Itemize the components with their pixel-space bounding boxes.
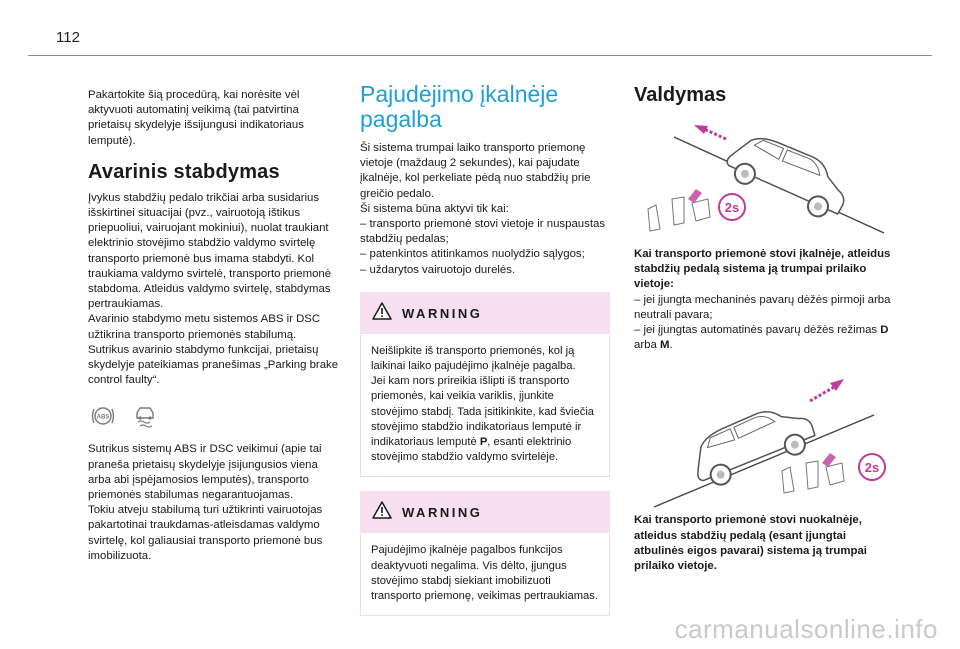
warning-box-2-body (360, 534, 610, 616)
column-middle (360, 70, 610, 616)
warning-box-1 (360, 292, 610, 478)
warning-box-2-title: WARNING (402, 505, 483, 521)
svg-text:ABS: ABS (96, 414, 110, 421)
downhill-caption: Kai transporto priemonė stovi nuokalnėje, atleidus stabdžių pedalą (esant įjungtai atbulinės eigos pavarai) sistema ją trumpai prilaiko vietoje. (634, 514, 867, 573)
hill-assist-paragraph-1: Ši sistema trumpai laiko transporto priemonę vietoje (maždaug 2 sekundes), kai pajudate įkalnėje, kol perkeliate pėdą nuo stabdžių prie greičio pedalo. (360, 142, 591, 200)
hill-assist-bullet-1: – transporto priemonė stovi vietoje ir nuspaustas stabdžių pedalas; (360, 218, 606, 246)
emergency-paragraph-2: Avarinio stabdymo metu sistemos ABS ir DSC užtikrina transporto priemonės stabilumą. (88, 313, 321, 341)
abs-dsc-paragraph-1: Sutrikus sistemų ABS ir DSC veikimui (apie tai praneša prietaisų skydelyje įsijungusios viena arba abi įspėjamosios lemputės), transporto priemonės stabilumas negarantuojamas. (88, 443, 322, 502)
emergency-paragraph-3: Sutrikus avarinio stabdymo funkcijai, prietaisų skydelyje pateikiamas pranešimas „Parking brake control faulty“. (88, 343, 339, 387)
warning-box-2-header (360, 491, 610, 534)
hill-assist-paragraph-2: Ši sistema būna aktyvi tik kai: (360, 202, 509, 215)
page-number: 112 (56, 29, 80, 46)
warning-box-1-body (360, 335, 610, 478)
column-right (634, 70, 896, 574)
illustration-downhill-car (634, 375, 896, 505)
uphill-bullet-2: – jei įjungtas automatinės pavarų dėžės režimas D arba M. (634, 324, 889, 352)
hill-assist-bullet-2: – patenkintos atitinkamos nuolydžio sąlygos; (360, 248, 585, 261)
warning-box-2-text: Pajudėjimo įkalnėje pagalbos funkcijos deaktyvuoti negalima. Vis dėlto, įjungus stovėjimo stabdį siekiant imobilizuoti transporto priemonę, veikimas pertraukiamas. (371, 544, 598, 603)
warning-triangle-icon (372, 302, 392, 325)
watermark: carmanualsonline.info (674, 614, 938, 644)
warning-box-1-text-2: Jei kam nors prireikia išlipti iš transporto priemonės, kai veikia variklis, įjunkite stovėjimo stabdį. Tada įsitikinkite, kad šviečia stovėjimo stabdžio indikatoriaus lemputė ir indikatoriaus lemputė P, esanti elektrinio stovėjimo stabdžio valdymo svirtelėje. (371, 375, 595, 464)
uphill-caption: Kai transporto priemonė stovi įkalnėje, atleidus stabdžių pedalą sistema ją trumpai prilaiko vietoje: (634, 248, 891, 291)
warning-box-1-text-1: Neišlipkite iš transporto priemonės, kol ją laikinai laiko pajudėjimo įkalnėje pagalba. (371, 344, 576, 373)
header-divider (28, 55, 932, 56)
warning-lamps-row (88, 402, 340, 430)
dsc-warning-icon (130, 402, 160, 430)
abs-warning-icon (88, 402, 118, 430)
section-heading-operation: Valdymas (634, 84, 727, 106)
hill-assist-bullet-3: – uždarytos vairuotojo durelės. (360, 263, 516, 276)
warning-triangle-icon (372, 501, 392, 524)
abs-dsc-paragraph-2: Tokiu atveju stabilumą turi užtikrinti vairuotojas pakartotinai traukdamas-atleisdamas valdymo svirtelę, kol galiausiai transporto priemonė bus imobilizuota. (88, 504, 323, 562)
downhill-timer-badge: 2s (864, 460, 880, 476)
section-heading-hill-start-assist: Pajudėjimo įkalnėje pagalba (360, 81, 559, 132)
section-heading-emergency-braking: Avarinis stabdymas (88, 160, 280, 183)
intro-paragraph: Pakartokite šią procedūrą, kai norėsite vėl aktyvuoti automatinį veikimą (tai patvirtina prietaisų skydelyje išsijungusi indikatoriaus lemputė). (88, 89, 304, 147)
uphill-timer-badge: 2s (724, 200, 740, 215)
column-left (88, 70, 340, 564)
warning-box-2 (360, 491, 610, 616)
uphill-bullet-1: – jei įjungta mechaninės pavarų dėžės pirmoji arba neutrali pavara; (634, 293, 891, 321)
illustration-uphill-car (634, 117, 896, 237)
warning-box-1-title: WARNING (402, 305, 483, 321)
warning-box-1-header (360, 292, 610, 335)
emergency-paragraph-1: Įvykus stabdžių pedalo trikčiai arba susidarius išskirtinei situacijai (pvz., vairuotoją ištikus priepuoliui, vairuojant mokiniui), nuolat traukiant elektrinio stovėjimo stabdžio valdymo svirtelę transporto priemonė bus imama stabdyti. Kol traukiama valdymo svirtelė, transporto priemonė stabdoma. Atleidus valdymo svirtelę, stabdymas pertraukiamas. (88, 191, 332, 311)
